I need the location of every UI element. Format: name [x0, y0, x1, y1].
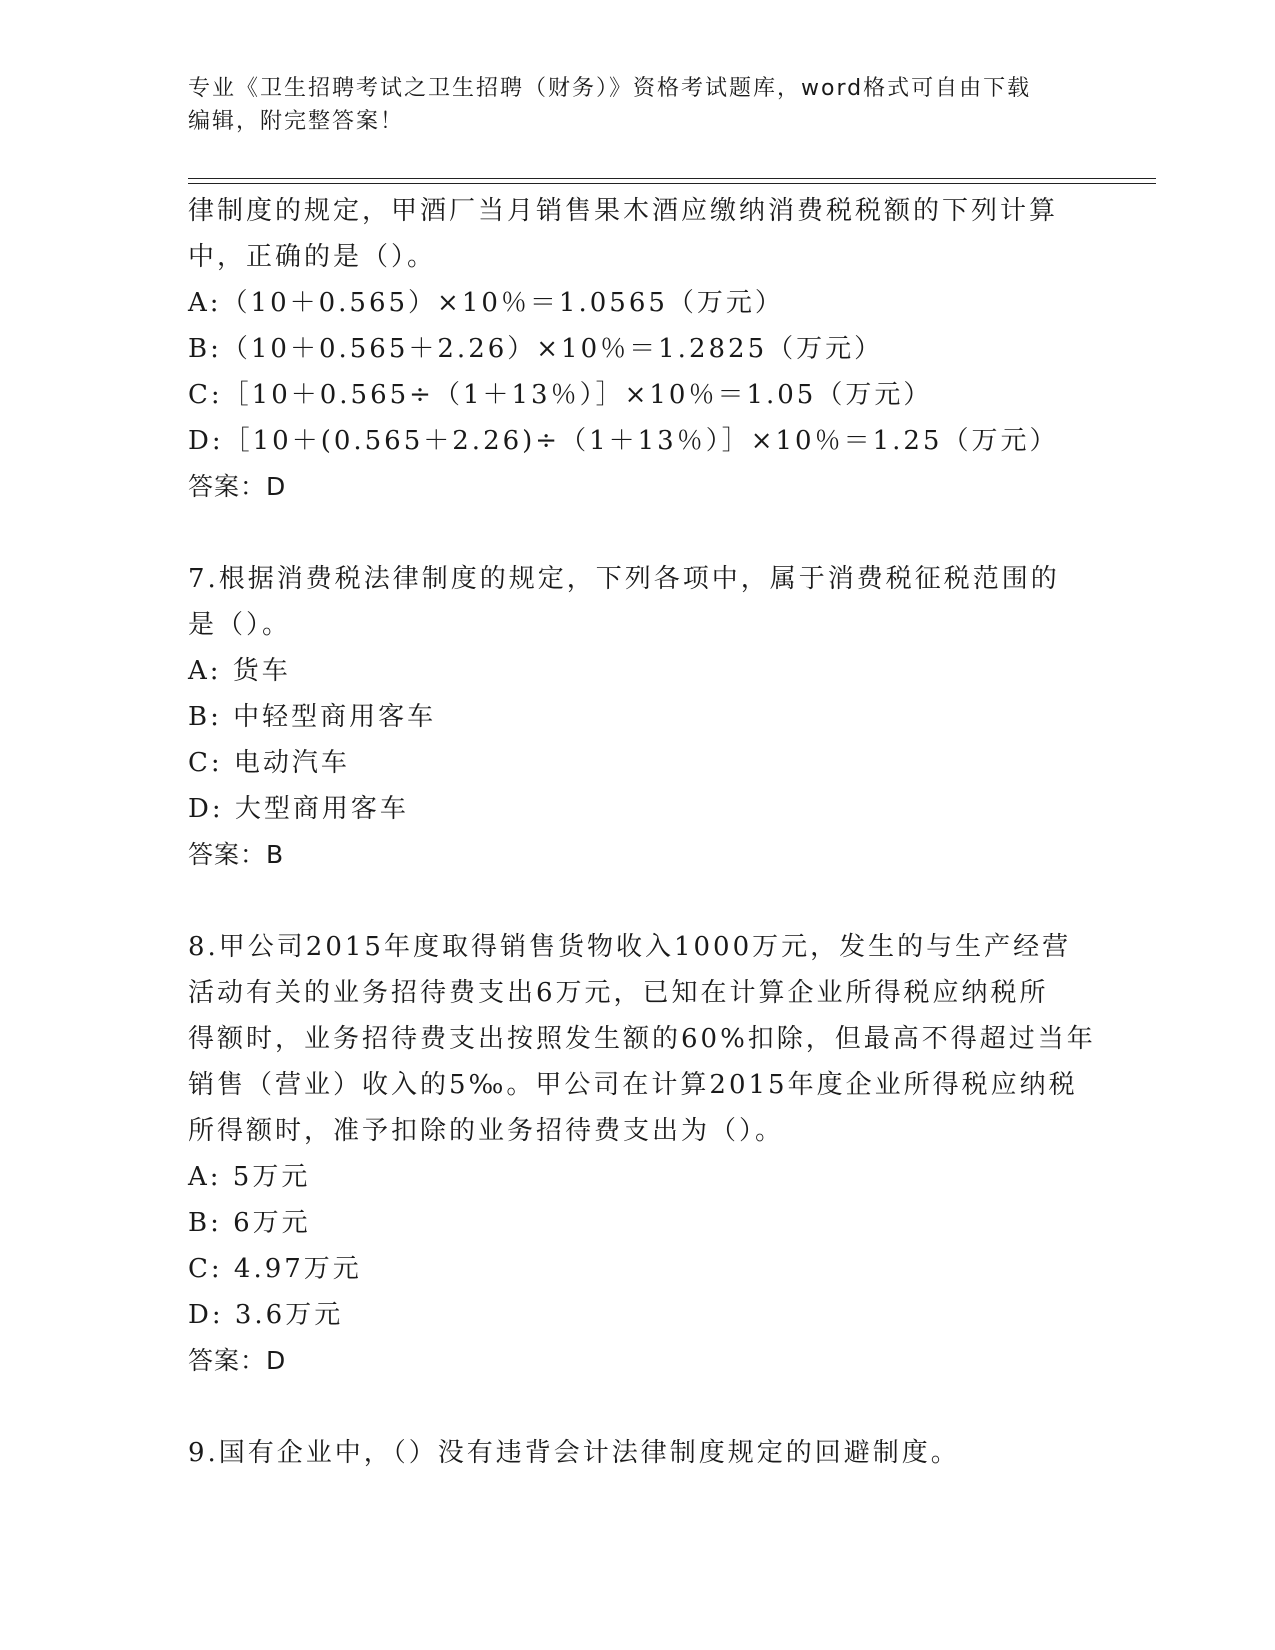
header-title-line-2: 编辑，附完整答案！ — [188, 109, 405, 134]
option-a: A:（10＋0.565）×10％＝1.0565（万元） — [188, 288, 784, 318]
question-text-line: 9.国有企业中，（）没有违背会计法律制度规定的回避制度。 — [188, 1438, 960, 1468]
header-title-line-1: 专业《卫生招聘考试之卫生招聘（财务）》资格考试题库，word格式可自由下载 — [188, 76, 1032, 101]
question-text-line: 所得额时，准予扣除的业务招待费支出为（）。 — [188, 1116, 785, 1146]
option-a: A: 5万元 — [188, 1162, 311, 1192]
question-6 — [188, 188, 1088, 510]
question-text-line: 律制度的规定，甲酒厂当月销售果木酒应缴纳消费税税额的下列计算 — [188, 196, 1059, 226]
option-b: B: 6万元 — [188, 1208, 311, 1238]
question-text-line: 7.根据消费税法律制度的规定，下列各项中，属于消费税征税范围的 — [188, 564, 1060, 594]
spacer — [188, 510, 1088, 556]
question-text-line: 8.甲公司2015年度取得销售货物收入1000万元，发生的与生产经营 — [188, 932, 1072, 962]
question-9 — [188, 1430, 1088, 1476]
header-divider-bottom — [188, 183, 1156, 184]
spacer — [188, 878, 1088, 924]
option-d: D: 大型商用客车 — [188, 794, 409, 824]
answer-label: 答案：D — [188, 1346, 287, 1375]
answer-label: 答案：B — [188, 840, 285, 869]
question-text-line: 中，正确的是（）。 — [188, 242, 437, 272]
question-list — [188, 188, 1096, 1476]
question-text-line: 销售（营业）收入的5‰。甲公司在计算2015年度企业所得税应纳税 — [188, 1070, 1078, 1100]
option-c: C: 4.97万元 — [188, 1254, 362, 1284]
option-a: A: 货车 — [188, 656, 291, 686]
question-8 — [188, 924, 1096, 1384]
option-d: D: 3.6万元 — [188, 1300, 344, 1330]
spacer — [188, 1384, 1088, 1430]
option-c: C: 电动汽车 — [188, 748, 350, 778]
answer-label: 答案：D — [188, 472, 287, 501]
header-divider-top — [188, 178, 1156, 179]
option-d: D:［10＋(0.565＋2.26)÷（1＋13％）］×10％＝1.25（万元） — [188, 426, 1059, 456]
option-c: C:［10＋0.565÷（1＋13％）］×10％＝1.05（万元） — [188, 380, 933, 410]
option-b: B:（10＋0.565＋2.26）×10％＝1.2825（万元） — [188, 334, 884, 364]
document-header — [188, 72, 1088, 138]
question-7 — [188, 556, 1088, 878]
question-text-line: 是（）。 — [188, 610, 292, 640]
option-b: B: 中轻型商用客车 — [188, 702, 437, 732]
question-text-line: 得额时，业务招待费支出按照发生额的60%扣除，但最高不得超过当年 — [188, 1024, 1096, 1054]
question-text-line: 活动有关的业务招待费支出6万元，已知在计算企业所得税应纳税所 — [188, 978, 1049, 1008]
